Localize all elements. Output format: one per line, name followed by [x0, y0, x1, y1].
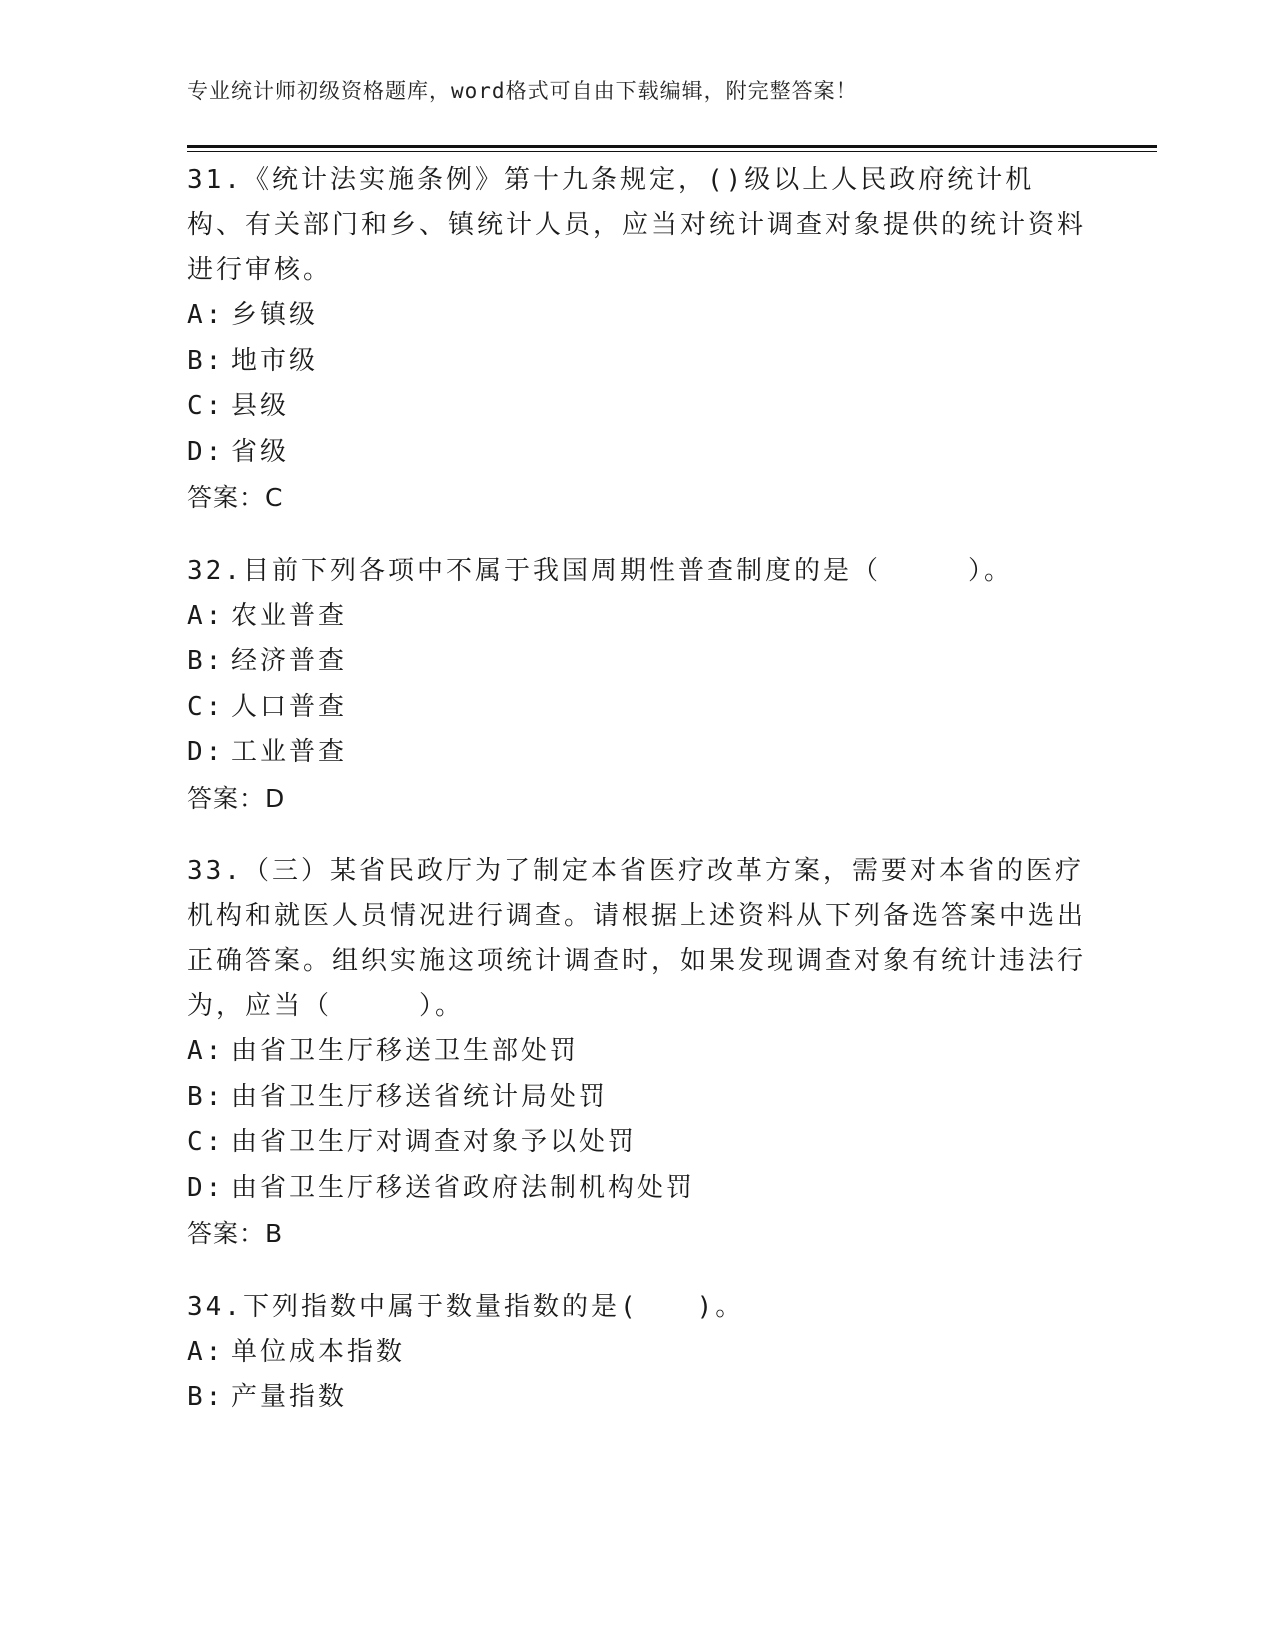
option-text: 农业普查 [231, 600, 348, 631]
option-d [187, 430, 1087, 476]
answer-line: 答案：C [187, 483, 284, 512]
option-letter: D: [187, 737, 225, 767]
option-letter: A: [187, 600, 225, 631]
option-c [187, 384, 1087, 430]
question-34 [187, 1285, 1087, 1421]
option-text: 经济普查 [231, 646, 348, 676]
option-letter: B: [187, 1081, 225, 1112]
question-stem: 34.下列指数中属于数量指数的是( )。 [187, 1291, 745, 1322]
option-c [187, 1120, 1087, 1166]
option-b [187, 639, 1087, 685]
option-text: 由省卫生厅移送卫生部处罚 [231, 1036, 580, 1066]
option-letter: A: [187, 300, 225, 330]
option-letter: C: [187, 691, 225, 722]
option-letter: C: [187, 391, 225, 421]
option-letter: B: [187, 1382, 225, 1412]
question-33 [187, 849, 1087, 1257]
question-stem: 33.（三）某省民政厅为了制定本省医疗改革方案，需要对本省的医疗机构和就医人员情况进行调查。请根据上述资料从下列备选答案中选出正确答案。组织实施这项统计调查时，如果发现调查对象有统计违法行为，应当（ ）。 [187, 856, 1087, 1021]
question-list [187, 158, 1087, 1421]
option-text: 县级 [231, 391, 290, 421]
question-stem: 31.《统计法实施条例》第十九条规定，()级以上人民政府统计机构、有关部门和乡、镇统计人员，应当对统计调查对象提供的统计资料进行审核。 [187, 165, 1087, 285]
option-b [187, 1075, 1087, 1121]
option-d [187, 730, 1087, 776]
answer-line: 答案：B [187, 1219, 284, 1248]
option-letter: B: [187, 345, 225, 376]
option-text: 乡镇级 [231, 300, 319, 330]
option-text: 地市级 [231, 345, 319, 376]
option-a [187, 594, 1087, 640]
option-a [187, 1029, 1087, 1075]
option-a [187, 1330, 1087, 1376]
answer-line: 答案：D [187, 783, 286, 813]
option-d [187, 1166, 1087, 1212]
option-a [187, 293, 1087, 339]
option-text: 省级 [231, 436, 290, 467]
option-letter: C: [187, 1127, 225, 1157]
option-text: 由省卫生厅移送省统计局处罚 [231, 1081, 609, 1112]
option-text: 由省卫生厅移送省政府法制机构处罚 [231, 1172, 696, 1203]
question-32 [187, 549, 1087, 822]
option-text: 由省卫生厅对调查对象予以处罚 [231, 1127, 638, 1157]
option-text: 人口普查 [231, 691, 348, 722]
header-rule-thick [187, 145, 1157, 148]
question-stem: 32.目前下列各项中不属于我国周期性普查制度的是（ ）。 [187, 555, 1013, 586]
option-letter: B: [187, 646, 225, 676]
option-b [187, 339, 1087, 385]
question-31 [187, 158, 1087, 521]
option-letter: D: [187, 436, 225, 467]
option-c [187, 685, 1087, 731]
option-text: 工业普查 [231, 737, 348, 767]
option-text: 单位成本指数 [231, 1336, 406, 1367]
header-rule-thin [187, 151, 1157, 152]
option-text: 产量指数 [231, 1382, 348, 1412]
option-letter: A: [187, 1336, 225, 1367]
option-letter: D: [187, 1172, 225, 1203]
document-header: 专业统计师初级资格题库，word格式可自由下载编辑，附完整答案！ [187, 79, 858, 103]
option-b [187, 1375, 1087, 1421]
option-letter: A: [187, 1036, 225, 1066]
